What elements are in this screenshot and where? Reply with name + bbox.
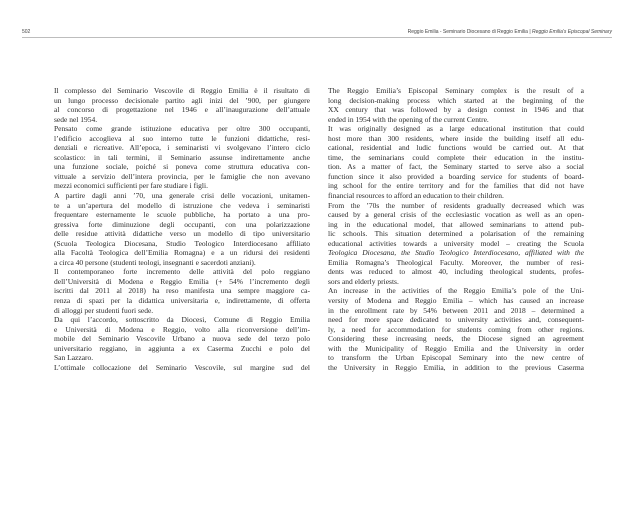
text-line: From the ’70s the number of residents gradually decreased which was [328, 200, 584, 210]
text-line: L’ottimale collocazione del Seminario Vescovile, sul margine sud del [54, 362, 310, 372]
text-line: Considering these increasing needs, the Diocese signed an agreement [328, 334, 584, 344]
text-line: cational, residential and ludic functions would be carried out. At that [328, 143, 584, 153]
text-line: in the enrollment rate by 54% between 2011 and 2018 – determined a [328, 305, 584, 315]
text-line: di alloggi per studenti fuori sede. [54, 305, 154, 315]
text-line: lic schools. This situation determined a polarisation of the remaining [328, 229, 584, 239]
text-line: Pensato come grande istituzione educativa per oltre 300 occupanti, [54, 124, 310, 134]
text-line: A partire dagli anni ’70, una generale crisi delle vocazioni, unitamen- [54, 191, 310, 201]
text-line: financial resources to afford an education to their children. [328, 191, 504, 201]
text-line: gressiva forte diminuzione degli occupanti, con una polarizzazione [54, 219, 310, 229]
text-line: It was originally designed as a large educational institution that could [328, 124, 584, 134]
text-line: with the Municipality of Reggio Emilia and the University in order [328, 343, 584, 353]
text-line: te a un’apertura del modello di istruzione che vedeva i seminaristi [54, 200, 310, 210]
text-line: dell’Università di Modena e Reggio Emilia (+ 54% l’incremento degli [54, 276, 310, 286]
text-line: XX century that was followed by a design contest in 1946 and that [328, 105, 584, 115]
text-line: dents was reduced to almost 40, including theological students, profes- [328, 267, 584, 277]
header-rule [22, 37, 612, 38]
text-line: denziali e ricreative. All’epoca, i seminaristi vi svolgevano l’intero ciclo [54, 143, 310, 153]
text-line: universitario reggiano, in aggiunta a ex Caserma Zucchi e polo del [54, 343, 310, 353]
text-line: a circa 40 persone (studenti teologi, insegnanti e sacerdoti anziani). [54, 257, 256, 267]
text-line: The Reggio Emilia’s Episcopal Seminary complex is the result of a [328, 86, 584, 95]
text-line: function since it also provided a boarding service for students of board- [328, 171, 584, 181]
text-line: alla Facoltà Teologica dell’Emilia Romagna) e a un ridursi dei residenti [54, 248, 310, 258]
text-line: l’edificio accoglieva al suo interno tutte le funzioni didattiche, resi- [54, 133, 310, 143]
page-number: 502 [22, 29, 31, 35]
text-line: sors and elderly priests. [328, 276, 399, 286]
text-line: e Università di Modena e Reggio, volto alla riconversione dell’im- [54, 324, 310, 334]
text-line: iscritti dal 2011 al 2018) ha reso manifesta una sempre maggiore ca- [54, 286, 310, 296]
text-line: vittuale a servizio dell’intera provincia, per le famiglie che non avevano [54, 171, 310, 181]
text-line: need for more space dedicated to university activities and, consequent- [328, 315, 584, 325]
text-line: al concorso di progettazione nel 1946 e all’inaugurazione dell’attuale [54, 105, 310, 115]
running-head [408, 29, 612, 35]
text-line: Emilia Romagna’s Theological Faculty. Moreover, the number of resi- [328, 257, 584, 267]
text-line: ing school for the entire territory and for the families that did not have [328, 181, 584, 191]
text-line: caused by a general crisis of the ecclesiastic vocation as well as an open- [328, 210, 584, 220]
text-line: educational activities towards a university model – creating the Scuola [328, 238, 584, 248]
text-line: ended in 1954 with the opening of the current Centre. [328, 114, 489, 124]
text-line: Teologica Diocesana, the Studio Teologico Interdiocesano, affiliated with the [328, 248, 584, 258]
italian-text-column [54, 86, 310, 372]
text-line: the University in Reggio Emilia, in addition to the previous Caserma [328, 362, 584, 372]
text-line: frequentare esternamente le scuole pubbliche, ha portato a una pro- [54, 210, 310, 220]
running-head-italian: Reggio Emilia - Seminario Diocesano di Reggio Emilia | [407, 29, 533, 35]
text-line: renza di spazi per la didattica universitaria e, indirettamente, di offerta [54, 296, 310, 306]
text-line: time, the seminarians could complete their education in the institu- [328, 152, 584, 162]
text-line: sede nel 1954. [54, 114, 98, 124]
text-line: versity of Modena and Reggio Emilia – which has caused an increase [328, 296, 584, 306]
running-head-english: Reggio Emilia’s Episcopal Seminary [532, 29, 612, 35]
text-line: tion. As a matter of fact, the Seminary started to serve also a social [328, 162, 584, 172]
text-line: Il complesso del Seminario Vescovile di Reggio Emilia è il risultato di [54, 86, 310, 95]
text-line: to transform the Urban Episcopal Seminary into the new centre of [328, 353, 584, 363]
text-line: delle residue attività didattiche verso un modello di tipo universitario [54, 229, 310, 239]
text-line: long decision-making process which started at the beginning of the [328, 95, 584, 105]
text-line: Da qui l’accordo, sottoscritto da Diocesi, Comune di Reggio Emilia [54, 315, 310, 325]
text-line: un lungo processo decisionale partito agli inizi del ’900, per giungere [54, 95, 310, 105]
text-line: San Lazzaro. [54, 353, 94, 363]
text-line: An increase in the activities of the Reggio Emilia’s pole of the Uni- [328, 286, 584, 296]
text-line: scolastico: in tali termini, il Seminario assunse indirettamente anche [54, 152, 310, 162]
text-line: ly, a need for accommodation for students coming from other regions. [328, 324, 584, 334]
english-text-column [328, 86, 584, 372]
text-line: Il contemporaneo forte incremento delle attività del polo reggiano [54, 267, 310, 277]
text-line: una funzione sociale, poiché si poneva come struttura educativa con- [54, 162, 310, 172]
text-line: (Scuola Teologica Diocesana, Studio Teologico Interdiocesano affiliato [54, 238, 310, 248]
text-line: mezzi economici sufficienti per fare studiare i figli. [54, 181, 208, 191]
text-line: mobile del Seminario Vescovile Urbano a nuova sede del terzo polo [54, 334, 310, 344]
text-line: ing in the educational model, that allowed seminarians to attend pub- [328, 219, 584, 229]
text-line: host more than 300 residents, where inside the building itself all edu- [328, 133, 584, 143]
